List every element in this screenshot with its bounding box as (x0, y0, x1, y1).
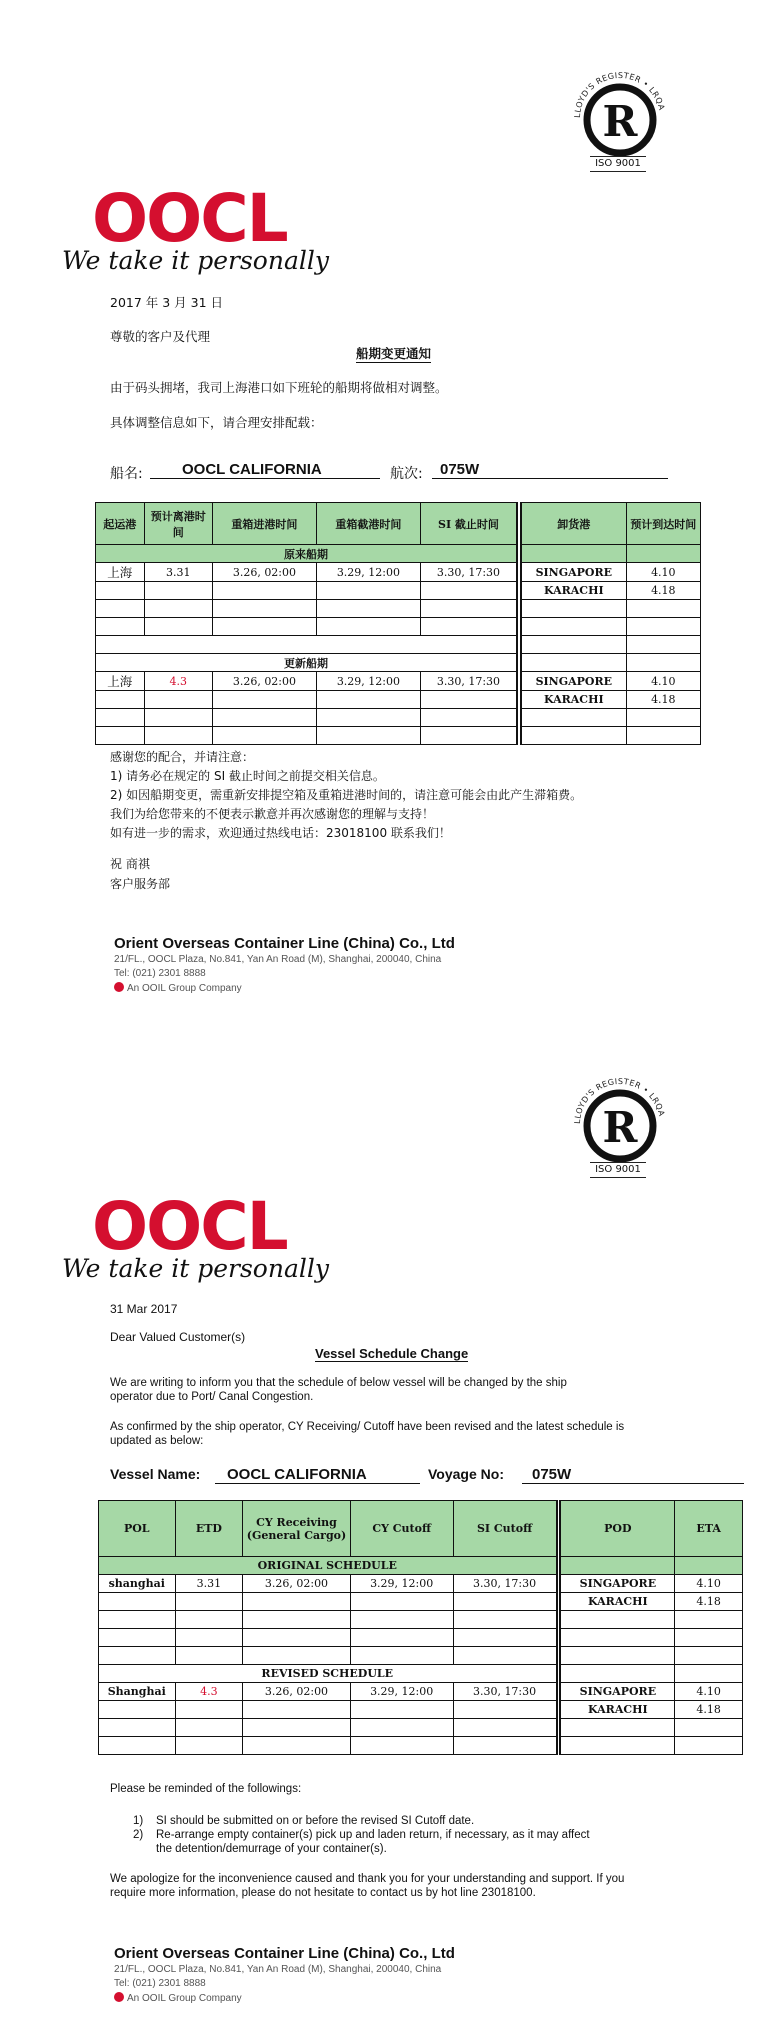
logo-wordmark: OOCL (92, 180, 287, 257)
note-line: 感谢您的配合，并请注意： (110, 750, 255, 764)
eta-cell: 4.18 (675, 1701, 743, 1719)
table-row (96, 691, 701, 709)
eta-cell: 4.10 (626, 563, 700, 582)
col-header: POL (99, 1501, 176, 1557)
notice-title: 船期变更通知 (356, 346, 432, 361)
reminder-item: Re-arrange empty container(s) pick up and laden return, if necessary, as it may affect (156, 1829, 590, 1841)
note-line: 如有进一步的需求，欢迎通过热线电话：23018100 联系我们！ (110, 826, 451, 840)
footer-address: 21/FL., OOCL Plaza, No.841, Yan An Road (M), Shanghai, 200040, China (114, 1964, 442, 1975)
cy-cutoff-cell: 3.29, 12:00 (316, 563, 420, 582)
closing: 祝 商祺 (110, 857, 150, 871)
svg-text:R: R (602, 97, 638, 146)
si-cutoff-cell: 3.30, 17:30 (420, 563, 517, 582)
pol-cell: shanghai (99, 1575, 176, 1593)
col-header: 重箱截港时间 (316, 503, 420, 545)
col-header: CY Cutoff (350, 1501, 453, 1557)
vessel-label: Vessel Name: (110, 1466, 201, 1482)
etd-cell: 4.3 (175, 1683, 243, 1701)
voyage-value: 075W (432, 461, 668, 479)
etd-cell: 3.31 (175, 1575, 243, 1593)
eta-cell: 4.18 (626, 691, 700, 709)
col-header: 预计到达时间 (626, 503, 700, 545)
logo-wordmark: OOCL (92, 1188, 287, 1265)
greeting: Dear Valued Customer(s) (110, 1330, 246, 1344)
col-header: ETA (675, 1501, 743, 1557)
pod-cell: KARACHI (560, 1701, 674, 1719)
table-row (99, 1575, 743, 1593)
section-revised: REVISED SCHEDULE (99, 1665, 557, 1683)
iso-badge (560, 1064, 680, 1184)
iso-label: ISO 9001 (590, 156, 646, 172)
note-line: 我们为给您带来的不便表示歉意并再次感谢您的理解与支持！ (110, 807, 435, 821)
notice-title: Vessel Schedule Change (315, 1346, 469, 1361)
note-line: 1) 请务必在规定的 SI 截止时间之前提交相关信息。 (110, 769, 385, 783)
col-header: SI 截止时间 (420, 503, 517, 545)
eta-cell: 4.10 (675, 1575, 743, 1593)
table-row (96, 582, 701, 600)
table-row (99, 1701, 743, 1719)
svg-text:LLOYD'S REGISTER • LRQA: LLOYD'S REGISTER • LRQA (572, 70, 667, 119)
footer-company: Orient Overseas Container Line (China) Co., Ltd (114, 1945, 455, 1962)
eta-cell: 4.18 (626, 582, 700, 600)
footer-group-text: An OOIL Group Company (127, 983, 242, 994)
col-header: 预计离港时间 (144, 503, 212, 545)
reminder-item: SI should be submitted on or before the revised SI Cutoff date. (156, 1815, 475, 1827)
col-header: CY Receiving (General Cargo) (243, 1501, 351, 1557)
voyage-value: 075W (522, 1466, 744, 1484)
greeting: 尊敬的客户及代理 (110, 329, 211, 344)
footer-group (114, 1992, 242, 2004)
si-cutoff-cell: 3.30, 17:30 (453, 1575, 556, 1593)
pol-cell: Shanghai (99, 1683, 176, 1701)
reminder-item-cont: the detention/demurrage of your container(s). (156, 1843, 387, 1855)
iso-label: ISO 9001 (590, 1162, 646, 1178)
si-cutoff-cell: 3.30, 17:30 (453, 1683, 556, 1701)
col-header: 重箱进港时间 (212, 503, 316, 545)
cy-recv-cell: 3.26, 02:00 (212, 563, 316, 582)
col-header: ETD (175, 1501, 243, 1557)
cy-recv-cell: 3.26, 02:00 (243, 1575, 351, 1593)
paragraph-2: As confirmed by the ship operator, CY Receiving/ Cutoff have been revised and the latest schedule is (110, 1421, 625, 1433)
apology-cont: require more information, please do not hesitate to contact us by hot line 23018100. (110, 1887, 536, 1899)
footer-group (114, 982, 242, 994)
svg-text:R: R (602, 1103, 638, 1152)
lloyds-register-icon (560, 1064, 680, 1164)
table-row (99, 1593, 743, 1611)
footer-group-text: An OOIL Group Company (127, 1993, 242, 2004)
col-header: POD (560, 1501, 674, 1557)
footer-company: Orient Overseas Container Line (China) Co., Ltd (114, 935, 455, 952)
si-cutoff-cell: 3.30, 17:30 (420, 672, 517, 691)
voyage-label: 航次: (390, 466, 423, 482)
footer-tel: Tel: (021) 2301 8888 (114, 1978, 206, 1989)
reminder-num: 2) (133, 1829, 144, 1841)
paragraph-2: 具体调整信息如下，请合理安排配载： (110, 415, 323, 430)
schedule-table-en (98, 1500, 743, 1755)
oocl-flower-icon (114, 1992, 124, 2002)
vessel-value: OOCL CALIFORNIA (215, 1466, 420, 1484)
section-original: 原来船期 (96, 545, 518, 563)
etd-cell: 4.3 (144, 672, 212, 691)
cy-cutoff-cell: 3.29, 12:00 (350, 1575, 453, 1593)
pod-cell: KARACHI (521, 582, 626, 600)
col-header: 卸货港 (521, 503, 626, 545)
paragraph-1: We are writing to inform you that the schedule of below vessel will be changed by the ship (110, 1377, 567, 1389)
cy-recv-cell: 3.26, 02:00 (212, 672, 316, 691)
vessel-value: OOCL CALIFORNIA (150, 461, 380, 479)
lloyds-register-icon (560, 58, 680, 158)
pol-cell: 上海 (96, 563, 145, 582)
cy-recv-cell: 3.26, 02:00 (243, 1683, 351, 1701)
cy-cutoff-cell: 3.29, 12:00 (350, 1683, 453, 1701)
pod-cell: SINGAPORE (521, 672, 626, 691)
footer-tel: Tel: (021) 2301 8888 (114, 968, 206, 979)
pod-cell: SINGAPORE (521, 563, 626, 582)
logo-tagline: We take it personally (62, 246, 329, 275)
cy-cutoff-cell: 3.29, 12:00 (316, 672, 420, 691)
pol-cell: 上海 (96, 672, 145, 691)
department: 客户服务部 (110, 877, 171, 891)
pod-cell: SINGAPORE (560, 1683, 674, 1701)
col-header: 起运港 (96, 503, 145, 545)
letter-date: 2017 年 3 月 31 日 (110, 295, 224, 310)
logo-tagline: We take it personally (62, 1254, 329, 1283)
paragraph-1: 由于码头拥堵，我司上海港口如下班轮的船期将做相对调整。 (110, 380, 448, 395)
eta-cell: 4.18 (675, 1593, 743, 1611)
section-original: ORIGINAL SCHEDULE (99, 1557, 557, 1575)
schedule-table-cn (95, 502, 701, 745)
paragraph-2-cont: updated as below: (110, 1435, 204, 1447)
table-row (96, 672, 701, 691)
footer-address: 21/FL., OOCL Plaza, No.841, Yan An Road (M), Shanghai, 200040, China (114, 954, 442, 965)
table-row (99, 1683, 743, 1701)
pod-cell: SINGAPORE (560, 1575, 674, 1593)
reminder-intro: Please be reminded of the followings: (110, 1783, 302, 1795)
voyage-label: Voyage No: (428, 1466, 504, 1482)
apology: We apologize for the inconvenience caused and thank you for your understanding and support. If you (110, 1873, 625, 1885)
oocl-flower-icon (114, 982, 124, 992)
eta-cell: 4.10 (626, 672, 700, 691)
table-row (96, 563, 701, 582)
pod-cell: KARACHI (560, 1593, 674, 1611)
pod-cell: KARACHI (521, 691, 626, 709)
section-revised: 更新船期 (96, 654, 518, 672)
iso-badge (560, 58, 680, 178)
letter-date: 31 Mar 2017 (110, 1302, 178, 1316)
oocl-logo (62, 1188, 329, 1284)
oocl-logo (62, 180, 329, 276)
svg-text:LLOYD'S REGISTER • LRQA: LLOYD'S REGISTER • LRQA (572, 1076, 667, 1125)
eta-cell: 4.10 (675, 1683, 743, 1701)
etd-cell: 3.31 (144, 563, 212, 582)
vessel-label: 船名: (110, 466, 143, 482)
reminder-num: 1) (133, 1815, 144, 1827)
note-line: 2) 如因船期变更，需重新安排提空箱及重箱进港时间的，请注意可能会由此产生滞箱费。 (110, 788, 583, 802)
col-header: SI Cutoff (453, 1501, 556, 1557)
paragraph-1-cont: operator due to Port/ Canal Congestion. (110, 1391, 314, 1403)
